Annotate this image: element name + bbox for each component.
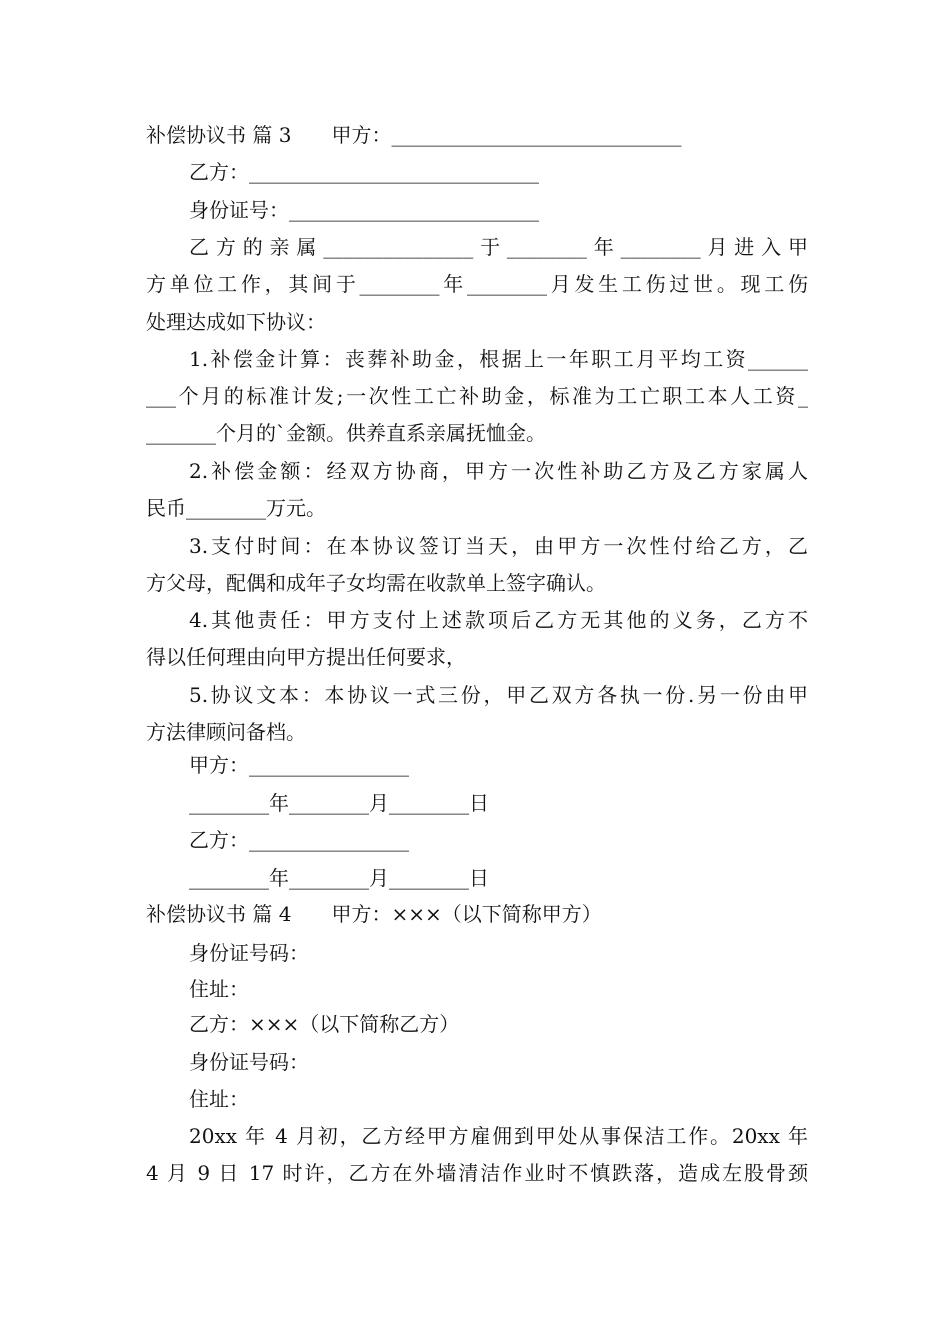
clause-1-line: 1.补偿金计算：丧葬补助金，根据上一年职工月平均工资______ (189, 347, 808, 371)
clause-1-line: _______个月的`金额。供养直系亲属抚恤金。 (146, 421, 546, 445)
party-a-signature-line: 甲方：________________ (189, 753, 409, 777)
paragraph-line: 处理达成如下协议： (146, 310, 326, 334)
paragraph-line: 乙方的亲属_______________于________年________月进入甲 (189, 235, 808, 259)
clause-1-line: ___个月的标准计发;一次性工亡补助金，标准为工亡职工本人工资_ (146, 384, 808, 408)
clause-4-line: 4.其他责任：甲方支付上述款项后乙方无其他的义务，乙方不 (189, 608, 808, 632)
clause-3-line: 方父母，配偶和成年子女均需在收款单上签字确认。 (146, 571, 606, 595)
paragraph-line: 方单位工作，其间于________年________月发生工伤过世。现工伤 (146, 272, 808, 296)
id-number-line: 身份证号码： (189, 1050, 309, 1074)
agreement-3-heading-line: 补偿协议书 篇 3 甲方：_____________________________ (146, 123, 682, 147)
id-number-line: 身份证号码： (189, 941, 309, 965)
paragraph-line: 4 月 9 日 17 时许，乙方在外墙清洁作业时不慎跌落，造成左股骨颈 (146, 1161, 808, 1185)
party-b-line: 乙方：_____________________________ (189, 160, 539, 184)
paragraph-line: 20xx 年 4 月初，乙方经甲方雇佣到甲处从事保洁工作。20xx 年 (189, 1124, 808, 1148)
id-number-line: 身份证号：_________________________ (189, 198, 539, 222)
agreement-4-heading-line: 补偿协议书 篇 4 甲方：×××（以下简称甲方） (146, 902, 602, 926)
clause-5-line: 5.协议文本：本协议一式三份，甲乙双方各执一份.另一份由甲 (189, 683, 808, 707)
clause-2-line: 民币________万元。 (146, 496, 326, 520)
party-b-line: 乙方：×××（以下简称乙方） (189, 1012, 460, 1036)
clause-4-line: 得以任何理由向甲方提出任何要求， (146, 645, 466, 669)
clause-2-line: 2.补偿金额：经双方协商，甲方一次性补助乙方及乙方家属人 (189, 459, 808, 483)
clause-3-line: 3.支付时间：在本协议签订当天，由甲方一次性付给乙方，乙 (189, 534, 808, 558)
date-line: ________年________月________日 (189, 866, 489, 890)
address-line: 住址： (189, 1087, 249, 1111)
clause-5-line: 方法律顾问备档。 (146, 720, 306, 744)
address-line: 住址： (189, 977, 249, 1001)
date-line: ________年________月________日 (189, 791, 489, 815)
party-b-signature-line: 乙方：________________ (189, 828, 409, 852)
